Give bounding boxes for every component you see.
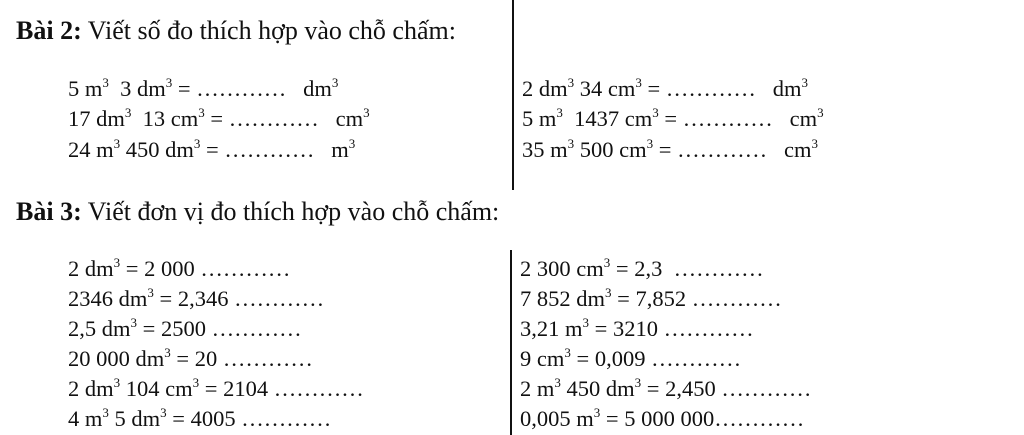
- ex3-right-row-3: 3,21 $m^3 = 3210$ …………: [520, 315, 754, 341]
- answer-blank[interactable]: …………: [677, 137, 768, 162]
- exercise-3-heading: [16, 197, 499, 227]
- exercise-2-label: Bài 2:: [16, 16, 82, 45]
- ex3-left-row-6: 4 $m^3$ 5 $dm^3 = 4005$ …………: [68, 405, 332, 431]
- ex3-left-row-5: 2 $dm^3$ 104 $cm^3 = 2104$ …………: [68, 375, 364, 401]
- exercise-2-heading: [16, 16, 456, 46]
- ex3-left-row-2: 2346 $dm^3 = 2,346$ …………: [68, 285, 325, 311]
- ex2-right-row-3: 35 $m^3$ 500 $cm^3$ = ………… $cm^3$: [522, 136, 818, 162]
- exercise-3-label: Bài 3:: [16, 197, 82, 226]
- answer-blank[interactable]: …………: [224, 137, 315, 162]
- ex2-right-row-1: 2 $dm^3$ 34 $cm^3$ = ………… $dm^3$: [522, 75, 808, 101]
- ex2-left-row-1: 5 $m^3$ 3 $dm^3$ = ………… $dm^3$: [68, 75, 339, 101]
- column-divider-1: [512, 0, 514, 190]
- ex2-left-row-3: 24 $m^3$ 450 $dm^3$ = ………… $m^3$: [68, 136, 356, 162]
- ex2-right-row-2: 5 $m^3$ 1437 $cm^3$ = ………… $cm^3$: [522, 105, 824, 131]
- ex2-left-row-2: 17 $dm^3$ 13 $cm^3$ = ………… $cm^3$: [68, 105, 370, 131]
- ex3-left-row-1: 2 $dm^3 = 2$ 000 …………: [68, 255, 291, 281]
- answer-blank[interactable]: …………: [665, 76, 756, 101]
- answer-blank[interactable]: …………: [228, 106, 319, 131]
- answer-blank[interactable]: …………: [196, 76, 287, 101]
- column-divider-2: [510, 250, 512, 435]
- ex3-right-row-6: 0,005 $m^3 = 5$ 000 000…………: [520, 405, 805, 431]
- ex3-right-row-5: 2 $m^3$ 450 $dm^3 = 2,450$ …………: [520, 375, 812, 401]
- ex3-left-row-3: 2,5 $dm^3 = 2500$ …………: [68, 315, 302, 341]
- exercise-3-title: Viết đơn vị đo thích hợp vào chỗ chấm:: [81, 197, 500, 226]
- ex3-right-row-1: 2 300 $cm^3 = 2,3$ …………: [520, 255, 764, 281]
- ex3-left-row-4: 20 000 $dm^3 = 20$ …………: [68, 345, 313, 371]
- exercise-2-title: Viết số đo thích hợp vào chỗ chấm:: [81, 16, 456, 45]
- ex3-right-row-2: 7 852 $dm^3 = 7,852$ …………: [520, 285, 782, 311]
- ex3-right-row-4: 9 $cm^3 = 0,009$ …………: [520, 345, 742, 371]
- answer-blank[interactable]: …………: [682, 106, 773, 131]
